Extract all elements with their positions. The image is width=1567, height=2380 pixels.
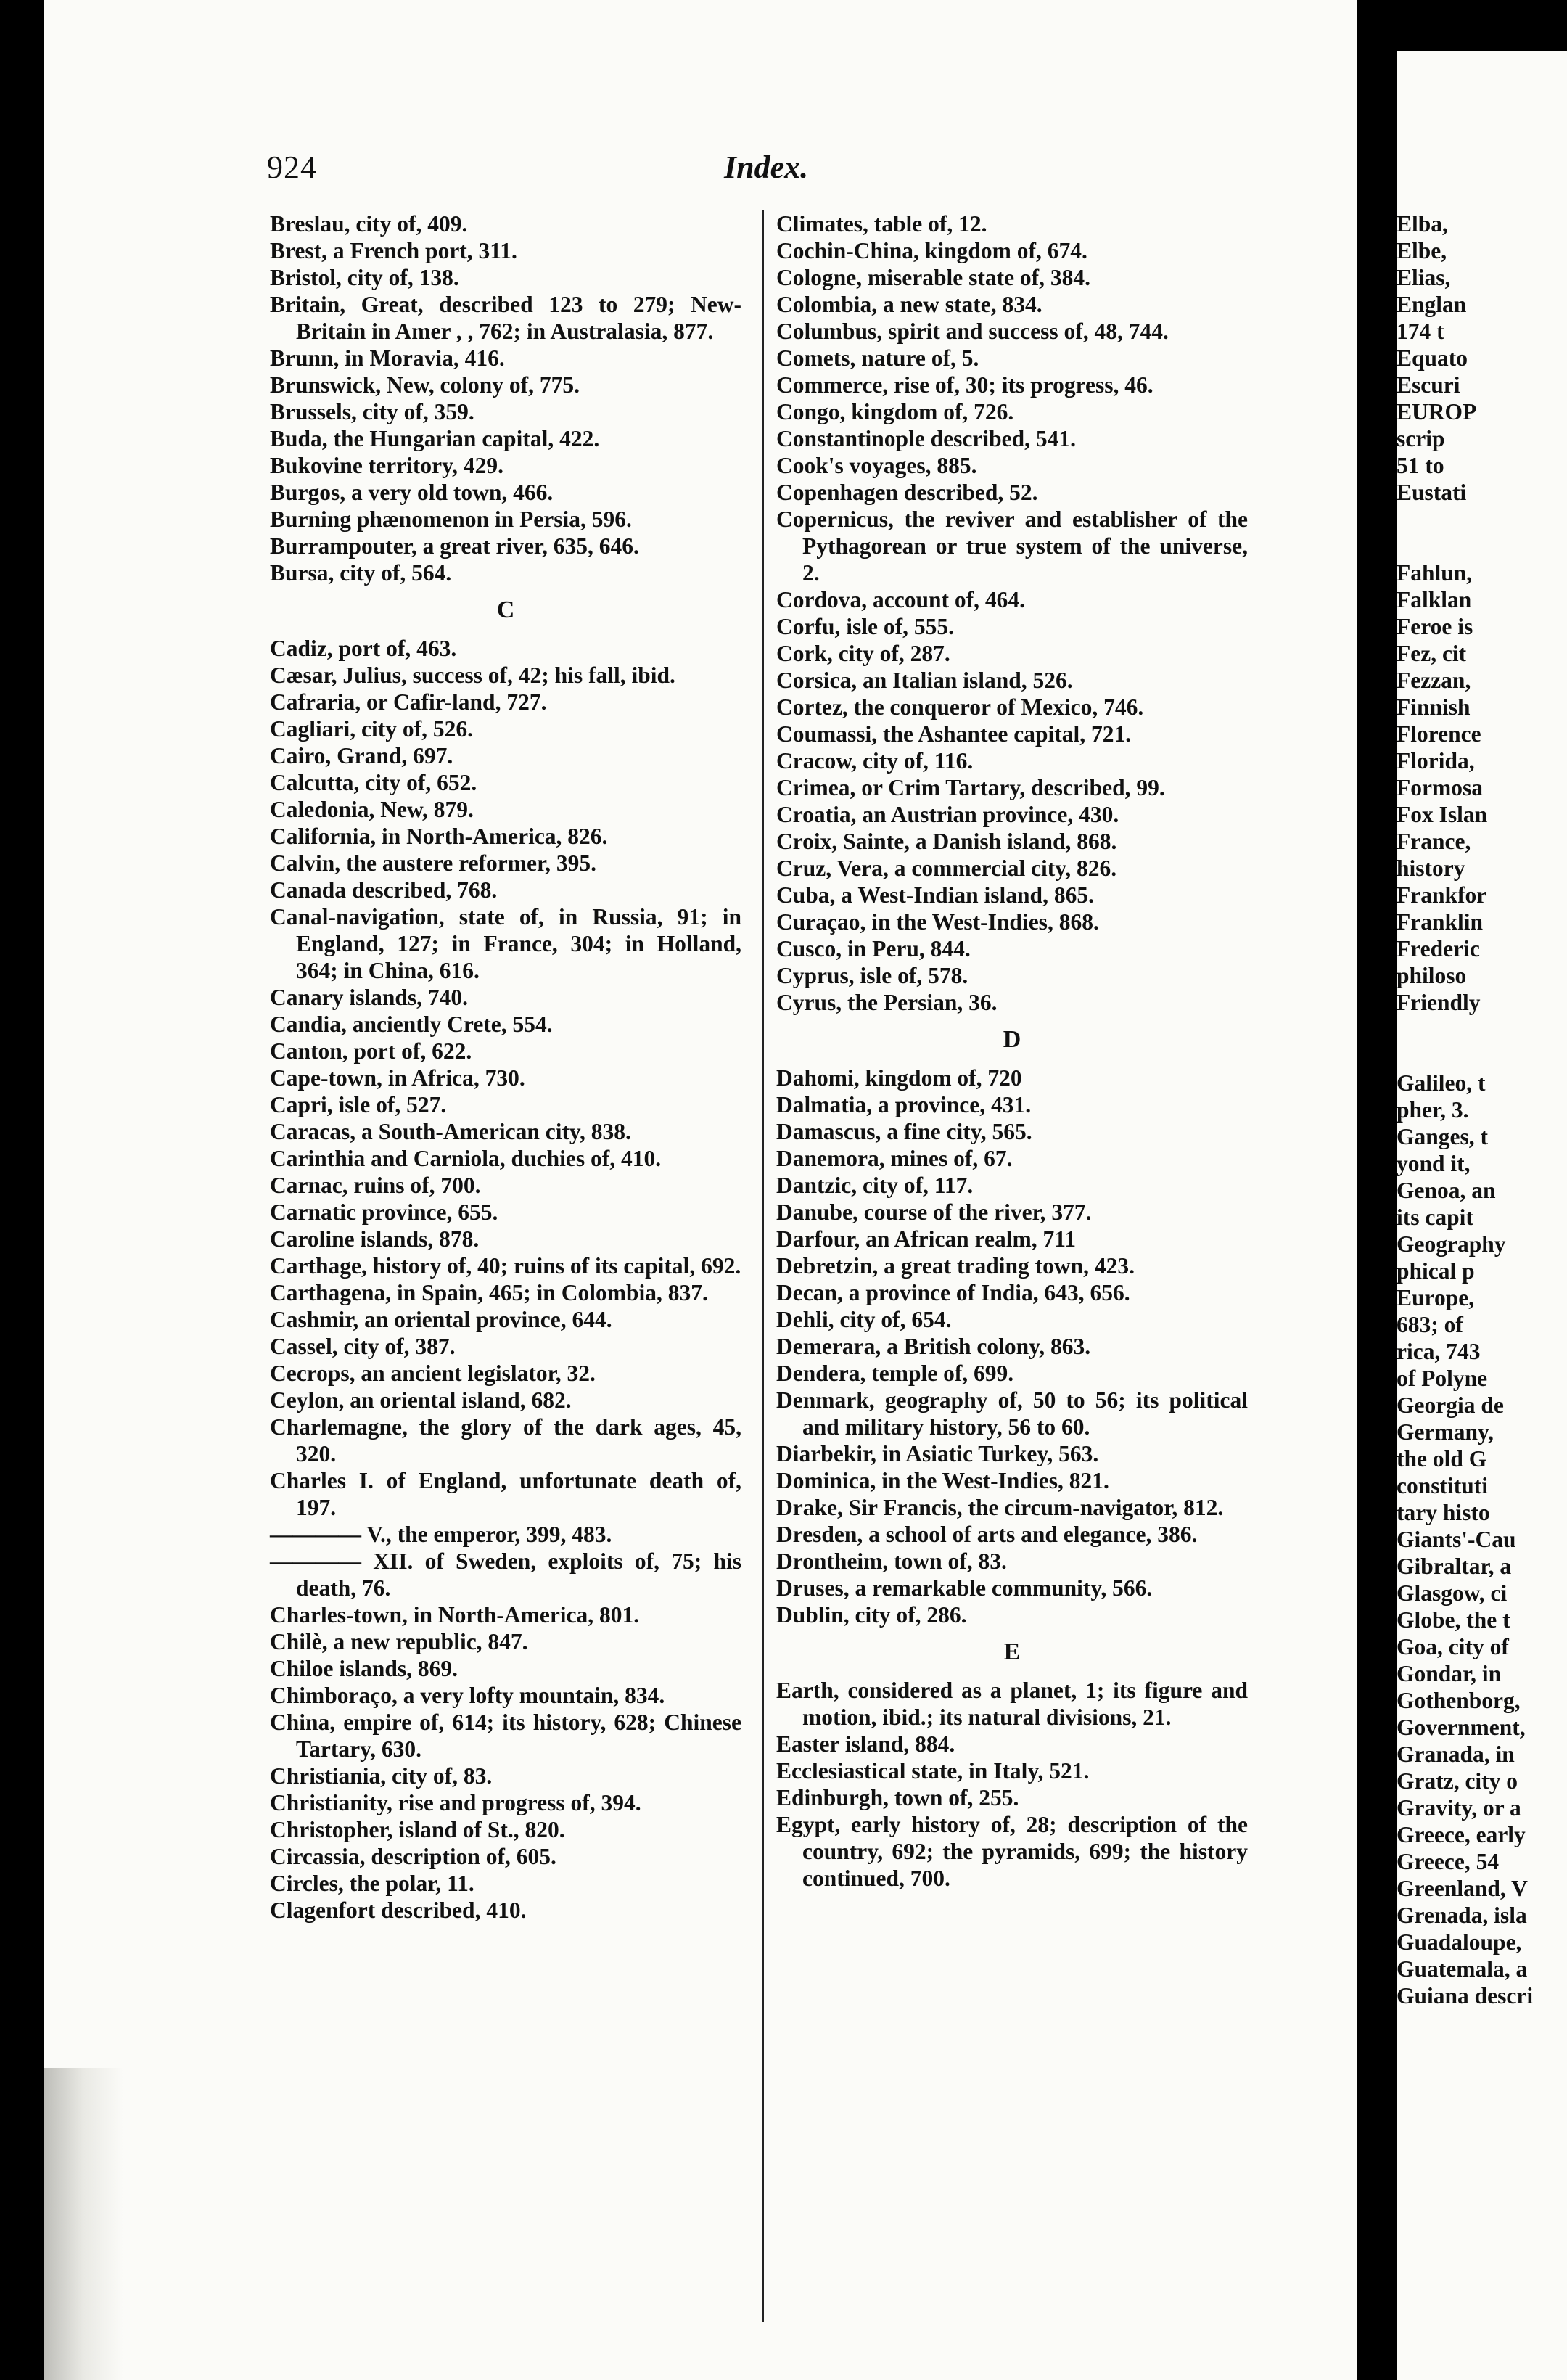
section-letter: E	[1003, 1638, 1021, 1665]
next-page-fragment: Georgia de	[1397, 1392, 1504, 1418]
index-entry: Bukovine territory, 429.	[270, 453, 503, 478]
next-page-fragment: rica, 743	[1397, 1339, 1481, 1364]
index-entry: Chimboraço, a very lofty mountain, 834.	[270, 1683, 665, 1708]
next-page-fragment: Germany,	[1397, 1419, 1494, 1445]
index-entry: Cyrus, the Persian, 36.	[776, 990, 998, 1015]
next-page-fragment: Fox Islan	[1397, 802, 1488, 827]
next-page-fragment: its capit	[1397, 1205, 1473, 1230]
index-entry: Breslau, city of, 409.	[270, 211, 468, 237]
index-entry: Easter island, 884.	[776, 1731, 955, 1757]
index-entry: Damascus, a fine city, 565.	[776, 1119, 1032, 1144]
index-entry: Calvin, the austere reformer, 395.	[270, 850, 596, 876]
next-page-fragment: Feroe is	[1397, 614, 1473, 639]
next-page-fragment: Fahlun,	[1397, 560, 1473, 586]
next-page-column	[1397, 210, 1533, 2009]
index-entry: Christianity, rise and progress of, 394.	[270, 1790, 641, 1815]
next-page-fragment: Frederic	[1397, 936, 1480, 961]
index-entry: Decan, a province of India, 643, 656.	[776, 1280, 1130, 1305]
index-entry: Caroline islands, 878.	[270, 1226, 480, 1252]
index-entry: Cook's voyages, 885.	[776, 453, 977, 478]
index-entry: Chiloe islands, 869.	[270, 1656, 458, 1681]
index-entry: Carnatic province, 655.	[270, 1199, 498, 1225]
index-entry: Cortez, the conqueror of Mexico, 746.	[776, 694, 1144, 720]
next-page-fragment: the old G	[1397, 1446, 1487, 1472]
next-page-fragment: 174 t	[1397, 319, 1444, 344]
page-number: 924	[267, 149, 317, 185]
index-entry: Cuba, a West-Indian island, 865.	[776, 882, 1094, 908]
next-page-fragment: Europe,	[1397, 1285, 1475, 1310]
index-entry: Columbus, spirit and success of, 48, 744.	[776, 319, 1169, 344]
index-entry: Ecclesiastical state, in Italy, 521.	[776, 1758, 1090, 1784]
index-entry: California, in North-America, 826.	[270, 824, 608, 849]
index-entry: Dantzic, city of, 117.	[776, 1173, 974, 1198]
next-page-fragment: pher, 3.	[1397, 1097, 1469, 1123]
index-column-left	[270, 210, 741, 1924]
index-entry: Drontheim, town of, 83.	[776, 1548, 1007, 1574]
next-page-fragment: Greece, early	[1397, 1822, 1526, 1847]
index-entry: Cyprus, isle of, 578.	[776, 963, 968, 988]
index-entry: Crimea, or Crim Tartary, described, 99.	[776, 775, 1165, 800]
index-entry: Copenhagen described, 52.	[776, 480, 1038, 505]
next-page-fragment: Friendly	[1397, 990, 1481, 1015]
next-page-fragment: of Polyne	[1397, 1366, 1488, 1391]
index-entry: Corsica, an Italian island, 526.	[776, 668, 1073, 693]
index-entry: Diarbekir, in Asiatic Turkey, 563.	[776, 1441, 1099, 1466]
index-entry: Cæsar, Julius, success of, 42; his fall, ibid.	[270, 662, 675, 688]
next-page-fragment	[1397, 1016, 1533, 1043]
index-entry: Copernicus, the reviver and establisher of the Pythagorean or true system of the universe, 2.	[776, 506, 1248, 586]
index-entry: Earth, considered as a planet, 1; its figure and motion, ibid.; its natural divisions, 21.	[776, 1678, 1248, 1730]
next-page-fragment: Elbe,	[1397, 238, 1447, 263]
next-page-fragment	[1397, 1043, 1533, 1070]
index-entry: Dehli, city of, 654.	[776, 1307, 952, 1332]
index-entry: Cassel, city of, 387.	[270, 1334, 456, 1359]
index-entry: Coumassi, the Ashantee capital, 721.	[776, 721, 1132, 747]
next-page-fragment: Elias,	[1397, 265, 1451, 290]
next-page-fragment: Falklan	[1397, 587, 1472, 612]
next-page-fragment: Genoa, an	[1397, 1178, 1496, 1203]
next-page-fragment: EUROP	[1397, 399, 1477, 424]
index-entry: Bursa, city of, 564.	[270, 560, 452, 586]
index-entry: Burrampouter, a great river, 635, 646.	[270, 533, 639, 559]
index-entry: Circles, the polar, 11.	[270, 1871, 474, 1896]
index-entry: China, empire of, 614; its history, 628; Chinese Tartary, 630.	[270, 1710, 741, 1762]
next-page-edge	[1397, 51, 1567, 2380]
index-entry: Cracow, city of, 116.	[776, 748, 974, 774]
column-divider	[762, 210, 764, 2322]
next-page-fragment: Ganges, t	[1397, 1124, 1488, 1149]
next-page-fragment: Frankfor	[1397, 882, 1487, 908]
next-page-fragment: Gondar, in	[1397, 1661, 1502, 1686]
next-page-fragment: Globe, the t	[1397, 1607, 1510, 1633]
index-entry: Britain, Great, described 123 to 279; New-Britain in Amer , , 762; in Australasia, 877.	[270, 292, 741, 344]
index-entry: Cape-town, in Africa, 730.	[270, 1065, 525, 1091]
section-letter: C	[496, 596, 515, 623]
index-entry: Brussels, city of, 359.	[270, 399, 474, 424]
next-page-fragment: Guiana descri	[1397, 1983, 1534, 2008]
next-page-fragment: Englan	[1397, 292, 1467, 317]
index-entry: Charlemagne, the glory of the dark ages, 45, 320.	[270, 1414, 741, 1466]
index-entry: ———— XII. of Sweden, exploits of, 75; his death, 76.	[270, 1548, 741, 1601]
next-page-fragment: Grenada, isla	[1397, 1903, 1527, 1928]
index-entry: Colombia, a new state, 834.	[776, 292, 1042, 317]
index-entry: Carinthia and Carniola, duchies of, 410.	[270, 1146, 662, 1171]
next-page-fragment: Gothenborg,	[1397, 1688, 1521, 1713]
index-entry: Burning phænomenon in Persia, 596.	[270, 506, 632, 532]
next-page-fragment: France,	[1397, 829, 1471, 854]
next-page-fragment: philoso	[1397, 963, 1467, 988]
next-page-fragment: Gibraltar, a	[1397, 1554, 1512, 1579]
index-entry: Ceylon, an oriental island, 682.	[270, 1387, 572, 1413]
index-entry: Calcutta, city of, 652.	[270, 770, 477, 795]
index-entry: Croix, Sainte, a Danish island, 868.	[776, 829, 1117, 854]
next-page-fragment: Giants'-Cau	[1397, 1527, 1516, 1552]
index-entry: Edinburgh, town of, 255.	[776, 1785, 1019, 1810]
index-entry: Dresden, a school of arts and elegance, 386.	[776, 1522, 1198, 1547]
next-page-fragment: Franklin	[1397, 909, 1484, 935]
index-entry: Cordova, account of, 464.	[776, 587, 1025, 612]
next-page-fragment: Escuri	[1397, 372, 1460, 398]
next-page-fragment: Government,	[1397, 1715, 1526, 1740]
next-page-fragment: 683; of	[1397, 1312, 1463, 1337]
index-entry: Danube, course of the river, 377.	[776, 1199, 1092, 1225]
index-entry: Dalmatia, a province, 431.	[776, 1092, 1032, 1117]
index-entry: Danemora, mines of, 67.	[776, 1146, 1013, 1171]
index-entry: Debretzin, a great trading town, 423.	[776, 1253, 1135, 1279]
index-entry: Circassia, description of, 605.	[270, 1844, 556, 1869]
next-page-fragment: Equato	[1397, 345, 1468, 371]
index-entry: Cochin-China, kingdom of, 674.	[776, 238, 1087, 263]
next-page-fragment: scrip	[1397, 426, 1445, 451]
index-entry: Cagliari, city of, 526.	[270, 716, 473, 742]
next-page-fragment: Geography	[1397, 1231, 1506, 1257]
index-entry: Canada described, 768.	[270, 877, 498, 903]
index-entry: Cadiz, port of, 463.	[270, 636, 457, 661]
next-page-fragment: Finnish	[1397, 694, 1471, 720]
index-entry: Dublin, city of, 286.	[776, 1602, 967, 1628]
next-page-fragment: tary histo	[1397, 1500, 1490, 1525]
section-letter: D	[1003, 1026, 1021, 1053]
index-entry: ———— V., the emperor, 399, 483.	[270, 1522, 612, 1547]
index-entry: Christopher, island of St., 820.	[270, 1817, 565, 1842]
next-page-fragment: constituti	[1397, 1473, 1488, 1498]
index-entry: Carnac, ruins of, 700.	[270, 1173, 481, 1198]
next-page-fragment: Glasgow, ci	[1397, 1580, 1508, 1606]
next-page-fragment: Fezzan,	[1397, 668, 1471, 693]
index-entry: Charles I. of England, unfortunate death of, 197.	[270, 1468, 741, 1520]
index-entry: Congo, kingdom of, 726.	[776, 399, 1014, 424]
next-page-fragment: Greenland, V	[1397, 1876, 1528, 1901]
index-entry: Canal-navigation, state of, in Russia, 91; in England, 127; in France, 304; in Holland, 364; in China, 616.	[270, 904, 741, 983]
index-entry: Cologne, miserable state of, 384.	[776, 265, 1091, 290]
index-entry: Bristol, city of, 138.	[270, 265, 459, 290]
index-entry: Corfu, isle of, 555.	[776, 614, 954, 639]
next-page-fragment: Goa, city of	[1397, 1634, 1509, 1659]
index-entry: Brunswick, New, colony of, 775.	[270, 372, 580, 398]
index-entry: Cruz, Vera, a commercial city, 826.	[776, 855, 1117, 881]
next-page-fragment: history	[1397, 855, 1465, 881]
index-entry: Clagenfort described, 410.	[270, 1897, 527, 1923]
index-entry: Cairo, Grand, 697.	[270, 743, 453, 768]
index-entry: Buda, the Hungarian capital, 422.	[270, 426, 600, 451]
next-page-fragment	[1397, 506, 1533, 533]
page-edge-shadow	[44, 2068, 123, 2380]
index-entry: Climates, table of, 12.	[776, 211, 987, 237]
index-entry: Caledonia, New, 879.	[270, 797, 474, 822]
running-head: Index.	[724, 149, 809, 185]
index-entry: Comets, nature of, 5.	[776, 345, 979, 371]
next-page-fragment: Guadaloupe,	[1397, 1929, 1522, 1955]
index-entry: Brest, a French port, 311.	[270, 238, 517, 263]
index-column-middle	[776, 210, 1248, 1892]
index-entry: Cafraria, or Cafir-land, 727.	[270, 689, 547, 715]
next-page-fragment: phical p	[1397, 1258, 1475, 1284]
next-page-fragment: Fez, cit	[1397, 641, 1467, 666]
index-entry: Egypt, early history of, 28; description of the country, 692; the pyramids, 699; the history continued, 700.	[776, 1812, 1248, 1891]
index-entry: Dahomi, kingdom of, 720	[776, 1065, 1022, 1091]
next-page-fragment: Gravity, or a	[1397, 1795, 1521, 1821]
index-entry: Druses, a remarkable community, 566.	[776, 1575, 1153, 1601]
next-page-fragment: Florida,	[1397, 748, 1475, 774]
index-entry: Canton, port of, 622.	[270, 1038, 472, 1064]
index-entry: Cecrops, an ancient legislator, 32.	[270, 1361, 596, 1386]
next-page-fragment: Granada, in	[1397, 1741, 1515, 1767]
index-entry: Cork, city of, 287.	[776, 641, 950, 666]
index-entry: Darfour, an African realm, 711	[776, 1226, 1076, 1252]
index-entry: Constantinople described, 541.	[776, 426, 1077, 451]
index-entry: Carthage, history of, 40; ruins of its capital, 692.	[270, 1253, 741, 1279]
next-page-fragment: yond it,	[1397, 1151, 1471, 1176]
index-entry: Caracas, a South-American city, 838.	[270, 1119, 631, 1144]
index-entry: Christiania, city of, 83.	[270, 1763, 493, 1789]
index-entry: Curaçao, in the West-Indies, 868.	[776, 909, 1099, 935]
next-page-fragment	[1397, 533, 1533, 559]
index-entry: Burgos, a very old town, 466.	[270, 480, 554, 505]
index-entry: Candia, anciently Crete, 554.	[270, 1012, 553, 1037]
index-entry: Commerce, rise of, 30; its progress, 46.	[776, 372, 1153, 398]
next-page-fragment: Guatemala, a	[1397, 1956, 1528, 1982]
index-entry: Croatia, an Austrian province, 430.	[776, 802, 1119, 827]
next-page-fragment: Gratz, city o	[1397, 1768, 1518, 1794]
index-entry: Brunn, in Moravia, 416.	[270, 345, 505, 371]
next-page-fragment: Florence	[1397, 721, 1481, 747]
index-entry: Drake, Sir Francis, the circum-navigator, 812.	[776, 1495, 1224, 1520]
index-entry: Carthagena, in Spain, 465; in Colombia, 837.	[270, 1280, 708, 1305]
next-page-fragment: Greece, 54	[1397, 1849, 1500, 1874]
next-page-fragment: Formosa	[1397, 775, 1483, 800]
next-page-fragment: Eustati	[1397, 480, 1467, 505]
index-entry: Charles-town, in North-America, 801.	[270, 1602, 640, 1628]
index-entry: Cusco, in Peru, 844.	[776, 936, 971, 961]
page-header	[267, 149, 1333, 200]
next-page-fragment: Elba,	[1397, 211, 1448, 237]
index-entry: Denmark, geography of, 50 to 56; its political and military history, 56 to 60.	[776, 1387, 1248, 1440]
index-entry: Dominica, in the West-Indies, 821.	[776, 1468, 1109, 1493]
index-entry: Capri, isle of, 527.	[270, 1092, 447, 1117]
index-entry: Demerara, a British colony, 863.	[776, 1334, 1091, 1359]
next-page-fragment: Galileo, t	[1397, 1070, 1486, 1096]
index-entry: Chilè, a new republic, 847.	[270, 1629, 528, 1654]
index-entry: Cashmir, an oriental province, 644.	[270, 1307, 612, 1332]
index-entry: Canary islands, 740.	[270, 985, 469, 1010]
index-entry: Dendera, temple of, 699.	[776, 1361, 1014, 1386]
next-page-fragment: 51 to	[1397, 453, 1444, 478]
